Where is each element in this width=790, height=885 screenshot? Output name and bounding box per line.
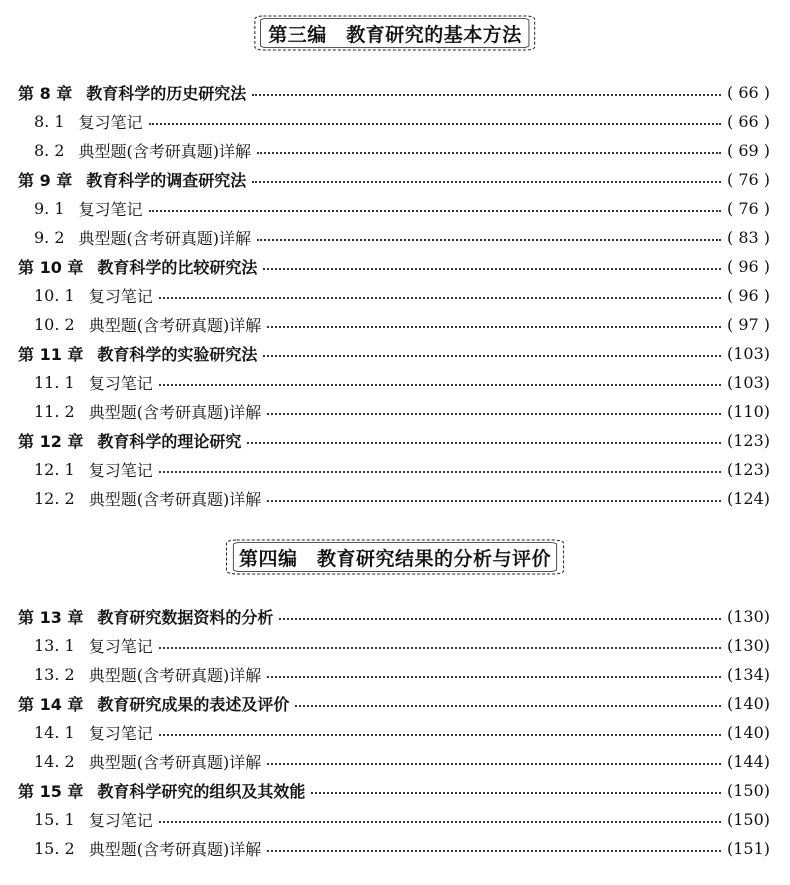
page-number: ( 76 ) xyxy=(726,170,770,189)
chapter-title: 教育研究数据资料的分析 xyxy=(97,608,274,627)
page-number: ( 69 ) xyxy=(726,141,770,160)
toc-chapter[interactable] xyxy=(18,689,770,718)
dot-leader xyxy=(267,763,721,765)
toc-section[interactable] xyxy=(18,455,770,484)
page-number: (140) xyxy=(726,694,770,713)
dot-leader xyxy=(267,850,721,852)
page-number: (103) xyxy=(726,373,770,392)
page-number: (144) xyxy=(726,752,770,771)
chapter-title: 教育科学的历史研究法 xyxy=(86,84,247,103)
section-title: 复习笔记 xyxy=(88,287,153,306)
dot-leader xyxy=(252,181,721,183)
section-title: 典型题(含考研真题)详解 xyxy=(88,316,262,335)
section-title: 复习笔记 xyxy=(88,374,153,393)
section-number: 13. 2 xyxy=(34,665,75,684)
dot-leader xyxy=(159,734,721,736)
section-title: 复习笔记 xyxy=(78,113,143,132)
toc-chapter[interactable] xyxy=(18,776,770,805)
dot-leader xyxy=(159,647,721,649)
ornamental-frame xyxy=(252,15,538,51)
part-title: 第三编 教育研究的基本方法 xyxy=(268,23,522,46)
dot-leader xyxy=(159,384,721,386)
toc-section[interactable] xyxy=(18,805,770,834)
dot-leader xyxy=(279,618,721,620)
part-heading-3 xyxy=(0,14,790,52)
chapter-title: 教育科学的调查研究法 xyxy=(86,171,247,190)
section-number: 12. 2 xyxy=(34,489,75,508)
dot-leader xyxy=(295,705,721,707)
toc-chapter[interactable] xyxy=(18,602,770,631)
page-number: ( 96 ) xyxy=(726,257,770,276)
section-number: 13. 1 xyxy=(34,636,75,655)
toc-section[interactable] xyxy=(18,631,770,660)
page-number: (130) xyxy=(726,636,770,655)
section-number: 14. 1 xyxy=(34,723,75,742)
section-number: 14. 2 xyxy=(34,752,75,771)
dot-leader xyxy=(159,297,721,299)
section-number: 10. 1 xyxy=(34,286,75,305)
dot-leader xyxy=(149,210,721,212)
page-number: (134) xyxy=(726,665,770,684)
chapter-number: 第 12 章 xyxy=(18,432,84,451)
section-number: 9. 1 xyxy=(34,199,65,218)
toc-section[interactable] xyxy=(18,136,770,165)
section-number: 8. 2 xyxy=(34,141,65,160)
dot-leader xyxy=(247,442,721,444)
chapter-number: 第 8 章 xyxy=(18,84,73,103)
page-number: ( 66 ) xyxy=(726,83,770,102)
toc-chapter[interactable] xyxy=(18,339,770,368)
section-title: 复习笔记 xyxy=(88,637,153,656)
page-number: ( 83 ) xyxy=(726,228,770,247)
section-title: 复习笔记 xyxy=(88,461,153,480)
dot-leader xyxy=(263,355,721,357)
dot-leader xyxy=(257,239,721,241)
toc-section[interactable] xyxy=(18,747,770,776)
toc-chapter[interactable] xyxy=(18,165,770,194)
page-number: ( 66 ) xyxy=(726,112,770,131)
dot-leader xyxy=(267,500,721,502)
toc-chapter[interactable] xyxy=(18,78,770,107)
toc-section[interactable] xyxy=(18,718,770,747)
page-number: (150) xyxy=(726,810,770,829)
page-number: (110) xyxy=(726,402,770,421)
toc-section[interactable] xyxy=(18,310,770,339)
part-title: 第四编 教育研究结果的分析与评价 xyxy=(238,547,551,570)
section-title: 典型题(含考研真题)详解 xyxy=(88,666,262,685)
toc-section[interactable] xyxy=(18,484,770,513)
toc-chapter[interactable] xyxy=(18,426,770,455)
section-title: 典型题(含考研真题)详解 xyxy=(88,403,262,422)
section-number: 12. 1 xyxy=(34,460,75,479)
toc-section[interactable] xyxy=(18,194,770,223)
section-title: 复习笔记 xyxy=(88,724,153,743)
toc-section[interactable] xyxy=(18,834,770,863)
section-title: 复习笔记 xyxy=(88,811,153,830)
toc-section[interactable] xyxy=(18,281,770,310)
section-title: 典型题(含考研真题)详解 xyxy=(88,753,262,772)
chapter-title: 教育科学研究的组织及其效能 xyxy=(97,782,306,801)
page-number: ( 96 ) xyxy=(726,286,770,305)
chapter-number: 第 10 章 xyxy=(18,258,84,277)
section-title: 典型题(含考研真题)详解 xyxy=(78,229,252,248)
dot-leader xyxy=(267,326,721,328)
section-title: 复习笔记 xyxy=(78,200,143,219)
dot-leader xyxy=(149,123,721,125)
section-number: 9. 2 xyxy=(34,228,65,247)
section-title: 典型题(含考研真题)详解 xyxy=(78,142,252,161)
dot-leader xyxy=(267,676,721,678)
section-number: 15. 1 xyxy=(34,810,75,829)
toc-section[interactable] xyxy=(18,107,770,136)
page-number: (151) xyxy=(726,839,770,858)
section-number: 11. 1 xyxy=(34,373,75,392)
section-number: 15. 2 xyxy=(34,839,75,858)
dot-leader xyxy=(252,94,721,96)
page-number: (123) xyxy=(726,460,770,479)
chapter-number: 第 9 章 xyxy=(18,171,73,190)
section-number: 10. 2 xyxy=(34,315,75,334)
dot-leader xyxy=(267,413,721,415)
toc-section[interactable] xyxy=(18,223,770,252)
dot-leader xyxy=(159,471,721,473)
page-number: (130) xyxy=(726,607,770,626)
toc-section[interactable] xyxy=(18,660,770,689)
chapter-number: 第 15 章 xyxy=(18,782,84,801)
page-number: (103) xyxy=(726,344,770,363)
ornamental-frame xyxy=(223,539,567,575)
chapter-title: 教育科学的实验研究法 xyxy=(97,345,258,364)
dot-leader xyxy=(159,821,721,823)
part-heading-4 xyxy=(0,538,790,576)
section-number: 11. 2 xyxy=(34,402,75,421)
dot-leader xyxy=(311,792,721,794)
toc-chapter[interactable] xyxy=(18,252,770,281)
page-number: (124) xyxy=(726,489,770,508)
chapter-title: 教育科学的理论研究 xyxy=(97,432,242,451)
chapter-number: 第 11 章 xyxy=(18,345,84,364)
chapter-number: 第 13 章 xyxy=(18,608,84,627)
section-title: 典型题(含考研真题)详解 xyxy=(88,840,262,859)
section-title: 典型题(含考研真题)详解 xyxy=(88,490,262,509)
dot-leader xyxy=(263,268,721,270)
chapter-title: 教育研究成果的表述及评价 xyxy=(97,695,290,714)
toc-section[interactable] xyxy=(18,397,770,426)
page-number: (123) xyxy=(726,431,770,450)
chapter-title: 教育科学的比较研究法 xyxy=(97,258,258,277)
page-number: ( 97 ) xyxy=(726,315,770,334)
page-number: ( 76 ) xyxy=(726,199,770,218)
chapter-number: 第 14 章 xyxy=(18,695,84,714)
toc-section[interactable] xyxy=(18,368,770,397)
page-number: (140) xyxy=(726,723,770,742)
dot-leader xyxy=(257,152,721,154)
section-number: 8. 1 xyxy=(34,112,65,131)
page-number: (150) xyxy=(726,781,770,800)
